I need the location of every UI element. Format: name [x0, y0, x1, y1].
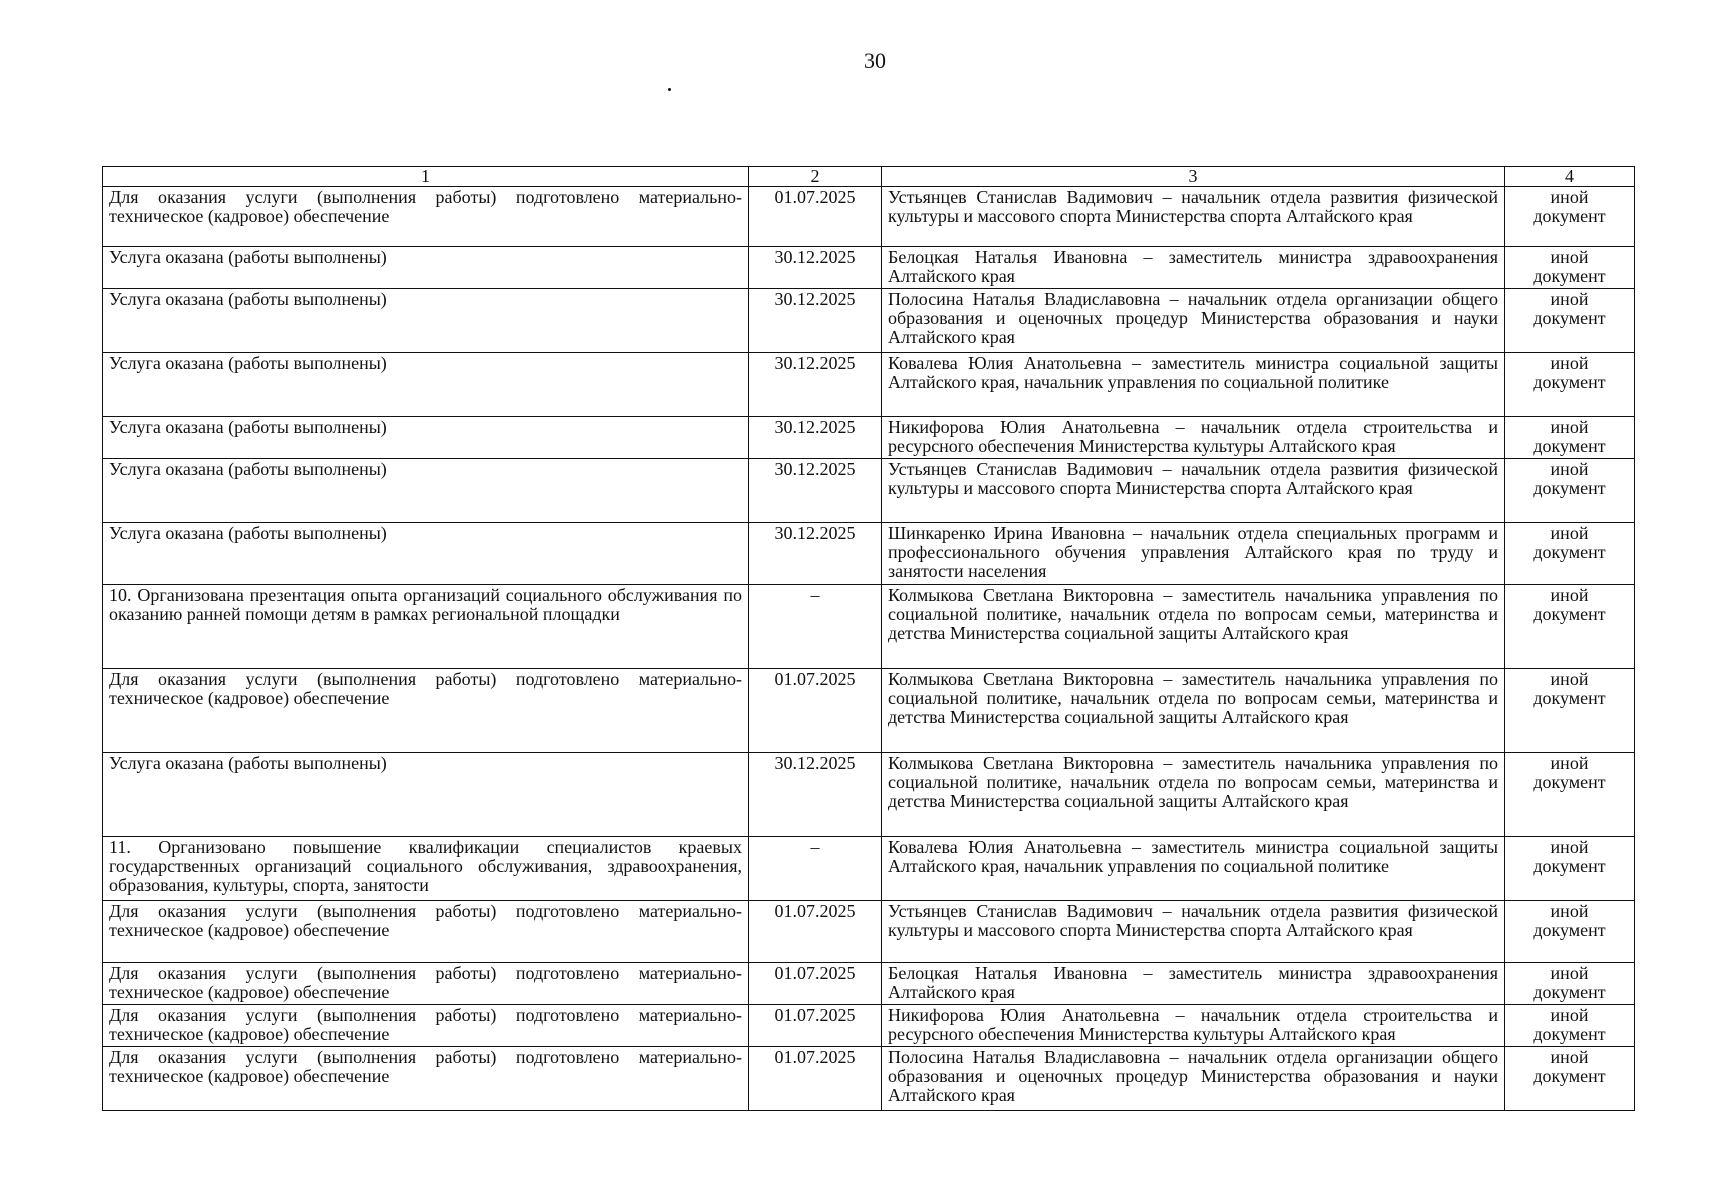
responsible-person: Устьянцев Станислав Вадимович – начальник отдела развития физической культуры и массового спорта Министерства спорта Алтайского края: [882, 901, 1505, 963]
table-row: [103, 459, 1635, 523]
table-row: [103, 1005, 1635, 1047]
document-type: [1505, 837, 1635, 901]
table-row: [103, 669, 1635, 753]
document-type-line2: документ: [1533, 308, 1606, 328]
deadline-date: 01.07.2025: [749, 901, 882, 963]
document-type: [1505, 289, 1635, 353]
document-type-line1: иной: [1550, 585, 1589, 605]
page-number: 30: [864, 48, 886, 73]
responsible-person: Колмыкова Светлана Викторовна – заместитель начальника управления по социальной политике, начальник отдела по вопросам семьи, материнства и детства Министерства социальной защиты Алтайского края: [882, 585, 1505, 669]
document-type-line2: документ: [1533, 436, 1606, 456]
document-type: [1505, 901, 1635, 963]
document-type-line1: иной: [1550, 459, 1589, 479]
document-type-line2: документ: [1533, 1024, 1606, 1044]
document-type-line1: иной: [1550, 1005, 1589, 1025]
table-row: [103, 417, 1635, 459]
event-description: 10. Организована презентация опыта организаций социального обслуживания по оказанию ранней помощи детям в рамках региональной площадки: [103, 585, 749, 669]
table-row: [103, 247, 1635, 289]
header-col-4: 4: [1505, 167, 1635, 187]
event-description: Для оказания услуги (выполнения работы) подготовлено материально-техническое (кадровое) обеспечение: [103, 1047, 749, 1111]
deadline-date: –: [749, 585, 882, 669]
document-type: [1505, 585, 1635, 669]
deadline-date: 30.12.2025: [749, 353, 882, 417]
responsible-person: Ковалева Юлия Анатольевна – заместитель министра социальной защиты Алтайского края, начальник управления по социальной политике: [882, 353, 1505, 417]
deadline-date: 30.12.2025: [749, 753, 882, 837]
deadline-date: 01.07.2025: [749, 187, 882, 247]
document-type-line1: иной: [1550, 753, 1589, 773]
document-type-line1: иной: [1550, 837, 1589, 857]
deadline-date: 01.07.2025: [749, 963, 882, 1005]
document-type-line2: документ: [1533, 478, 1606, 498]
deadline-date: 30.12.2025: [749, 289, 882, 353]
document-type: [1505, 753, 1635, 837]
table-row: [103, 1047, 1635, 1111]
responsible-person: Полосина Наталья Владиславовна – начальник отдела организации общего образования и оценочных процедур Министерства образования и науки Алтайского края: [882, 289, 1505, 353]
event-description: Для оказания услуги (выполнения работы) подготовлено материально-техническое (кадровое) обеспечение: [103, 669, 749, 753]
table-row: [103, 289, 1635, 353]
responsible-person: Полосина Наталья Владиславовна – начальник отдела организации общего образования и оценочных процедур Министерства образования и науки Алтайского края: [882, 1047, 1505, 1111]
deadline-date: 30.12.2025: [749, 523, 882, 585]
deadline-date: –: [749, 837, 882, 901]
document-type-line2: документ: [1533, 206, 1606, 226]
document-type-line2: документ: [1533, 604, 1606, 624]
document-type: [1505, 1005, 1635, 1047]
document-type-line1: иной: [1550, 963, 1589, 983]
event-description: Услуга оказана (работы выполнены): [103, 753, 749, 837]
table-header-row: [103, 167, 1635, 187]
responsible-person: Колмыкова Светлана Викторовна – заместитель начальника управления по социальной политике, начальник отдела по вопросам семьи, материнства и детства Министерства социальной защиты Алтайского края: [882, 753, 1505, 837]
event-description: Услуга оказана (работы выполнены): [103, 459, 749, 523]
document-type-line2: документ: [1533, 688, 1606, 708]
document-type-line1: иной: [1550, 187, 1589, 207]
scan-dot: [668, 88, 671, 91]
document-type-line1: иной: [1550, 1047, 1589, 1067]
responsible-person: Ковалева Юлия Анатольевна – заместитель министра социальной защиты Алтайского края, начальник управления по социальной политике: [882, 837, 1505, 901]
event-description: Услуга оказана (работы выполнены): [103, 353, 749, 417]
responsible-person: Устьянцев Станислав Вадимович – начальник отдела развития физической культуры и массового спорта Министерства спорта Алтайского края: [882, 187, 1505, 247]
document-type-line2: документ: [1533, 542, 1606, 562]
responsible-person: Белоцкая Наталья Ивановна – заместитель министра здравоохранения Алтайского края: [882, 247, 1505, 289]
deadline-date: 30.12.2025: [749, 459, 882, 523]
document-type: [1505, 963, 1635, 1005]
deadline-date: 01.07.2025: [749, 1047, 882, 1111]
header-col-1: 1: [103, 167, 749, 187]
document-type: [1505, 669, 1635, 753]
deadline-date: 30.12.2025: [749, 247, 882, 289]
responsible-person: Шинкаренко Ирина Ивановна – начальник отдела специальных программ и профессионального обучения управления Алтайского края по труду и занятости населения: [882, 523, 1505, 585]
document-type-line2: документ: [1533, 772, 1606, 792]
event-description: Услуга оказана (работы выполнены): [103, 247, 749, 289]
event-description: Услуга оказана (работы выполнены): [103, 289, 749, 353]
deadline-date: 30.12.2025: [749, 417, 882, 459]
responsible-person: Никифорова Юлия Анатольевна – начальник отдела строительства и ресурсного обеспечения Министерства культуры Алтайского края: [882, 417, 1505, 459]
document-type: [1505, 1047, 1635, 1111]
document-type-line1: иной: [1550, 417, 1589, 437]
table-row: [103, 837, 1635, 901]
table-row: [103, 523, 1635, 585]
document-type-line2: документ: [1533, 920, 1606, 940]
document-type: [1505, 417, 1635, 459]
document-type-line1: иной: [1550, 289, 1589, 309]
table-row: [103, 585, 1635, 669]
table-row: [103, 753, 1635, 837]
responsible-person: Устьянцев Станислав Вадимович – начальник отдела развития физической культуры и массового спорта Министерства спорта Алтайского края: [882, 459, 1505, 523]
responsible-person: Колмыкова Светлана Викторовна – заместитель начальника управления по социальной политике, начальник отдела по вопросам семьи, материнства и детства Министерства социальной защиты Алтайского края: [882, 669, 1505, 753]
event-description: Для оказания услуги (выполнения работы) подготовлено материально-техническое (кадровое) обеспечение: [103, 1005, 749, 1047]
table-row: [103, 901, 1635, 963]
table-row: [103, 963, 1635, 1005]
document-type: [1505, 353, 1635, 417]
table-row: [103, 353, 1635, 417]
deadline-date: 01.07.2025: [749, 1005, 882, 1047]
event-description: Для оказания услуги (выполнения работы) подготовлено материально-техническое (кадровое) обеспечение: [103, 963, 749, 1005]
responsible-person: Никифорова Юлия Анатольевна – начальник отдела строительства и ресурсного обеспечения Министерства культуры Алтайского края: [882, 1005, 1505, 1047]
document-type-line1: иной: [1550, 901, 1589, 921]
table-row: [103, 187, 1635, 247]
document-type-line2: документ: [1533, 266, 1606, 286]
responsible-person: Белоцкая Наталья Ивановна – заместитель министра здравоохранения Алтайского края: [882, 963, 1505, 1005]
document-type-line1: иной: [1550, 247, 1589, 267]
document-type: [1505, 459, 1635, 523]
deadline-date: 01.07.2025: [749, 669, 882, 753]
document-type: [1505, 187, 1635, 247]
document-type-line2: документ: [1533, 372, 1606, 392]
event-description: Услуга оказана (работы выполнены): [103, 417, 749, 459]
header-col-2: 2: [749, 167, 882, 187]
document-type-line1: иной: [1550, 353, 1589, 373]
document-type-line1: иной: [1550, 669, 1589, 689]
document-type: [1505, 523, 1635, 585]
document-type-line2: документ: [1533, 856, 1606, 876]
header-col-3: 3: [882, 167, 1505, 187]
document-type-line2: документ: [1533, 982, 1606, 1002]
event-description: Для оказания услуги (выполнения работы) подготовлено материально-техническое (кадровое) обеспечение: [103, 187, 749, 247]
event-description: 11. Организовано повышение квалификации специалистов краевых государственных организаций социального обслуживания, здравоохранения, образования, культуры, спорта, занятости: [103, 837, 749, 901]
plan-table: [102, 166, 1635, 1111]
document-type-line2: документ: [1533, 1066, 1606, 1086]
document-type-line1: иной: [1550, 523, 1589, 543]
event-description: Для оказания услуги (выполнения работы) подготовлено материально-техническое (кадровое) обеспечение: [103, 901, 749, 963]
event-description: Услуга оказана (работы выполнены): [103, 523, 749, 585]
document-type: [1505, 247, 1635, 289]
